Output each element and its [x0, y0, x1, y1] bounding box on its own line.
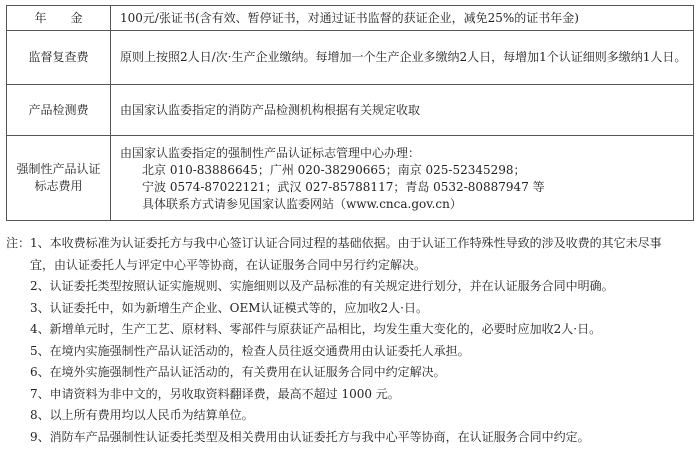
- notes-section: [6, 233, 696, 448]
- note-number: 5、: [30, 343, 50, 358]
- note-number: 4、: [30, 322, 50, 336]
- fee-label: [7, 136, 111, 221]
- note-text: 认证委托类型按照认证实施规则、实施细则以及产品标准的有关规定进行划分，并在认证服务合同中明确。: [49, 279, 614, 293]
- note-number: 1、: [30, 236, 50, 250]
- fee-value: [111, 31, 694, 85]
- fee-label-line: 标志费用: [34, 179, 83, 193]
- fee-label: [7, 6, 111, 31]
- note-text: 在境外实施强制性产品认证活动的，有关费用在认证服务合同中约定解决。: [49, 365, 446, 379]
- note-number: 7、: [30, 386, 50, 401]
- fee-value-line: 由国家认监委指定的强制性产品认证标志管理中心办理：: [120, 145, 421, 160]
- note-text: 在境内实施强制性产品认证活动的，检查人员往返交通费用由认证委托人承担。: [49, 343, 470, 358]
- note-item: [6, 362, 696, 384]
- note-text: 新增单元时，生产工艺、原材料、零部件与原获证产品相比，均发生重大变化的，必要时应加收2人·日。: [49, 322, 602, 336]
- fee-label-line: 年 金: [34, 10, 83, 25]
- fee-value: [111, 85, 694, 136]
- fee-value: [111, 136, 694, 221]
- note-item: [6, 298, 696, 320]
- contact-line: 具体联系方式请参见国家认监委网站（www.cnca.gov.cn）: [142, 196, 462, 211]
- fee-value-line: 原则上按照2人日/次·生产企业缴纳。每增加一个生产企业多缴纳2人日，每增加1个认证细则多缴纳1人日。: [120, 50, 687, 64]
- fee-label-line: 产品检测费: [28, 102, 89, 117]
- fee-value: [111, 6, 694, 31]
- note-text: 认证委托中，如为新增生产企业、OEM认证模式等的，应加收2人·日。: [49, 300, 428, 315]
- note-number: 3、: [30, 300, 50, 315]
- note-number: 2、: [30, 279, 50, 293]
- note-text: 申请资料为非中文的，另收取资料翻译费，最高不超过 1000 元。: [49, 386, 400, 401]
- contact-line: 北京 010-83886645；广州 020-38290665；南京 025-52345298；: [142, 162, 526, 177]
- fee-row-testing: [7, 85, 694, 136]
- contact-line: 宁波 0574-87022121；武汉 027-85788117；青岛 0532-80887947 等: [142, 179, 545, 194]
- note-item: [6, 233, 696, 255]
- note-number: 8、: [30, 408, 50, 422]
- fee-table: [6, 5, 694, 221]
- note-text: 消防车产品强制性认证委托类型及相关费用由认证委托方与我中心平等协商，在认证服务合同中约定。: [49, 429, 590, 444]
- note-item: [6, 384, 696, 406]
- fee-row-mark: [7, 136, 694, 221]
- note-text: 以上所有费用均以人民币为结算单位。: [49, 408, 254, 422]
- fee-value-line: 100元/张证书(含有效、暂停证书，对通过证书监督的获证企业，减免25%的证书年金): [120, 10, 579, 25]
- note-item: [6, 405, 696, 427]
- note-number: 6、: [30, 365, 50, 379]
- note-text: 本收费标准为认证委托方与我中心签订认证合同过程的基础依据。由于认证工作特殊性导致的涉及收费的其它未尽事: [49, 236, 662, 250]
- fee-row-annual: [7, 6, 694, 31]
- note-item: [6, 276, 696, 298]
- note-number: 9、: [30, 429, 50, 444]
- note-text-continued: 宜，由认证委托人与评定中心平等协商，在认证服务合同中另行约定解决。: [30, 257, 427, 272]
- fee-label: [7, 31, 111, 85]
- fee-label-line: 强制性产品认证: [16, 162, 101, 176]
- note-item: [6, 319, 696, 341]
- fee-row-supervision: [7, 31, 694, 85]
- notes-prefix: 注：: [6, 236, 31, 250]
- fee-label-line: 监督复查费: [28, 50, 89, 64]
- note-item: [6, 427, 696, 449]
- fee-label: [7, 85, 111, 136]
- fee-value-line: 由国家认监委指定的消防产品检测机构根据有关规定收取: [120, 102, 421, 117]
- note-item: [6, 341, 696, 363]
